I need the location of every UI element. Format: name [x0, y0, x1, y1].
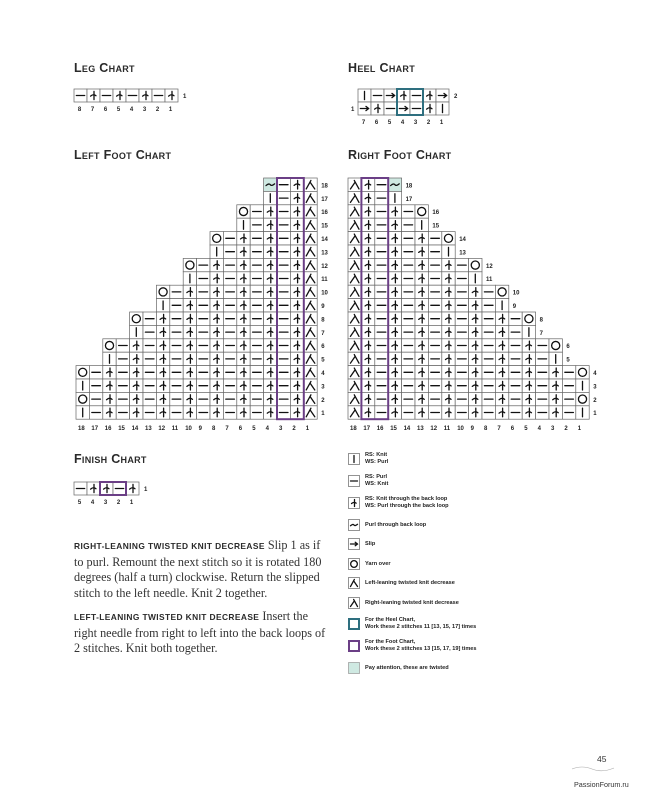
column-label: 2 [292, 426, 296, 433]
right-foot-chart-title: Right Foot Chart [348, 148, 452, 162]
column-label: 12 [430, 426, 438, 433]
column-label: 1 [168, 107, 173, 113]
column-label: 3 [142, 107, 147, 113]
column-label: 14 [403, 426, 411, 433]
row-label: 6 [321, 344, 325, 351]
legend-label [365, 561, 391, 568]
column-label: 8 [484, 426, 488, 433]
column-label: 8 [212, 426, 216, 433]
knit-icon [348, 453, 360, 465]
legend-label [365, 639, 477, 653]
row-label: 17 [405, 196, 413, 203]
row-label: 8 [321, 317, 325, 324]
row-label: 6 [566, 344, 570, 351]
tbl-icon [348, 497, 360, 509]
slip-icon [348, 538, 360, 550]
legend-line-1: Yarn over [365, 560, 391, 567]
column-label: 13 [417, 426, 424, 433]
row-label: 4 [321, 370, 325, 377]
row-label: 1 [183, 94, 187, 101]
heel-chart-title: Heel Chart [348, 61, 416, 75]
legend-label [365, 600, 459, 607]
row-label: 2 [593, 397, 597, 404]
column-label: 17 [91, 426, 99, 433]
column-label: 2 [564, 426, 568, 433]
row-label: 18 [405, 183, 413, 190]
row-label: 7 [539, 330, 543, 337]
legend-item-rldec [348, 595, 459, 611]
legend-line-2: WS: Knit [365, 481, 389, 487]
legend-line-2: WS: Purl through the back loop [365, 503, 449, 509]
column-label: 3 [103, 500, 108, 506]
ptbl-symbol [391, 184, 400, 186]
legend-label [365, 580, 455, 587]
legend-line-2: WS: Purl [365, 459, 389, 465]
legend-item-yo [348, 556, 391, 572]
column-label: 7 [225, 426, 229, 433]
legend-line-1: Purl through back loop [365, 521, 427, 528]
legend-label [365, 541, 375, 548]
legend-item-purl [348, 473, 388, 489]
page-ornament-icon [570, 764, 618, 772]
row-label: 2 [321, 397, 325, 404]
column-label: 5 [387, 120, 392, 126]
leg-chart-title: Leg Chart [74, 61, 135, 75]
row-label: 8 [539, 317, 543, 324]
legend-line-2: Work these 2 stitches 11 [13, 15, 17] times [365, 624, 477, 630]
column-label: 4 [537, 426, 541, 433]
lldec-icon [348, 577, 360, 589]
legend-label [365, 474, 388, 488]
teal-box-icon [348, 618, 360, 630]
row-label: 11 [486, 277, 493, 284]
legend-label [365, 496, 449, 510]
row-label: 1 [593, 411, 597, 418]
column-label: 2 [116, 500, 121, 506]
leg-chart [74, 87, 204, 119]
column-label: 9 [198, 426, 202, 433]
legend-line-1: For the Foot Chart, [365, 639, 416, 645]
column-label: 7 [361, 120, 366, 126]
column-label: 18 [350, 426, 357, 433]
left-foot-chart [66, 174, 336, 434]
finish-chart-title: Finish Chart [74, 452, 147, 466]
finish-chart [74, 480, 164, 512]
legend-item-tbl [348, 495, 449, 511]
column-label: 11 [443, 426, 451, 433]
column-label: 5 [116, 107, 121, 113]
column-label: 4 [90, 500, 95, 506]
legend-item-knit [348, 451, 388, 467]
row-label: 11 [321, 277, 328, 284]
row-label: 14 [459, 236, 466, 243]
row-label: 12 [321, 263, 328, 270]
right-foot-chart [344, 174, 614, 434]
row-label: 9 [321, 303, 325, 310]
column-label: 12 [158, 426, 166, 433]
highlight-icon [348, 662, 360, 674]
row-label: 2 [454, 94, 458, 101]
heel-chart [344, 87, 484, 131]
purl-icon [348, 475, 360, 487]
column-label: 15 [118, 426, 125, 433]
legend-label [365, 617, 476, 631]
row-label: 16 [321, 210, 328, 217]
column-label: 7 [497, 426, 501, 433]
row-label: 9 [512, 303, 517, 310]
legend-item-highlight [348, 660, 449, 676]
column-label: 8 [77, 107, 82, 113]
ptbl-icon [348, 519, 360, 531]
purple-box-icon [348, 640, 360, 652]
column-label: 11 [171, 426, 179, 433]
column-label: 5 [252, 426, 256, 433]
column-label: 1 [577, 426, 582, 433]
legend-item-teal-box [348, 616, 476, 632]
right-decrease-heading: RIGHT-LEANING TWISTED KNIT DECREASE [74, 541, 265, 551]
column-label: 5 [524, 426, 528, 433]
row-label: 15 [321, 223, 328, 230]
column-label: 4 [129, 107, 134, 113]
column-label: 6 [103, 107, 108, 113]
column-label: 10 [185, 426, 192, 433]
legend-line-2: Work these 2 stitches 13 [15, 17, 19] times [365, 646, 477, 652]
row-label: 5 [321, 357, 325, 364]
row-label: 13 [459, 250, 466, 257]
legend-line-1: For the Heel Chart, [365, 617, 416, 623]
right-decrease-text: Slip 1 as if to purl. Remount the next stitch so it is rotated 180 degrees (half a turn) clockwise. Return the slipped stitch to the left needle. Knit 2 together. [74, 538, 322, 600]
column-label: 2 [426, 120, 431, 126]
yo-icon [348, 558, 360, 570]
column-label: 4 [265, 426, 269, 433]
legend-line-1: Pay attention, these are twisted [365, 664, 449, 671]
row-label: 13 [321, 250, 328, 257]
column-label: 3 [551, 426, 555, 433]
column-label: 4 [400, 120, 405, 126]
legend-line-1: RS: Purl [365, 474, 388, 480]
column-label: 3 [413, 120, 418, 126]
row-label: 10 [512, 290, 520, 297]
row-label: 4 [593, 370, 597, 377]
column-label: 7 [90, 107, 95, 113]
column-label: 15 [390, 426, 397, 433]
ptbl-symbol [266, 184, 275, 186]
left-foot-chart-title: Left Foot Chart [74, 148, 172, 162]
column-label: 14 [131, 426, 139, 433]
left-decrease-text: Insert the right needle from right to left into the back loops of 2 stitches. Knit both together. [74, 609, 326, 655]
rldec-icon [348, 597, 360, 609]
column-label: 6 [510, 426, 515, 433]
column-label: 6 [238, 426, 243, 433]
row-label: 16 [432, 210, 440, 217]
row-label: 3 [593, 384, 597, 391]
column-label: 16 [104, 426, 112, 433]
legend-item-lldec [348, 575, 455, 591]
page-number: 45 [597, 754, 607, 764]
legend-line-1: Left-leaning twisted knit decrease [365, 579, 455, 586]
legend-line-1: RS: Knit through the back loop [365, 496, 448, 502]
column-label: 13 [145, 426, 152, 433]
row-label: 18 [321, 183, 328, 190]
legend-label [365, 665, 449, 672]
right-decrease-description [74, 538, 326, 601]
column-label: 3 [279, 426, 283, 433]
row-label: 3 [321, 384, 325, 391]
column-label: 5 [77, 500, 82, 506]
legend-item-slip [348, 536, 375, 552]
column-label: 18 [78, 426, 85, 433]
row-label: 17 [321, 196, 328, 203]
row-label: 5 [566, 357, 570, 364]
row-label: 1 [351, 107, 355, 114]
column-label: 1 [305, 426, 310, 433]
row-label: 14 [321, 236, 328, 243]
legend-item-purple-box [348, 638, 477, 654]
legend-label [365, 522, 426, 529]
row-label: 10 [321, 290, 328, 297]
row-label: 15 [432, 223, 440, 230]
column-label: 6 [374, 120, 379, 126]
column-label: 9 [470, 426, 474, 433]
column-label: 17 [363, 426, 371, 433]
column-label: 1 [439, 120, 444, 126]
left-decrease-description [74, 609, 326, 657]
legend-item-ptbl [348, 517, 426, 533]
column-label: 2 [155, 107, 160, 113]
row-label: 1 [321, 411, 325, 418]
row-label: 7 [321, 330, 325, 337]
column-label: 10 [457, 426, 464, 433]
watermark: PassionForum.ru [574, 780, 629, 789]
row-label: 1 [144, 487, 148, 494]
legend-line-1: Right-leaning twisted knit decrease [365, 599, 459, 606]
left-decrease-heading: LEFT-LEANING TWISTED KNIT DECREASE [74, 612, 260, 622]
legend-line-1: RS: Knit [365, 452, 388, 458]
legend-label [365, 452, 388, 466]
column-label: 16 [376, 426, 384, 433]
row-label: 12 [486, 263, 493, 270]
column-label: 1 [129, 500, 134, 506]
legend-line-1: Slip [365, 540, 376, 547]
